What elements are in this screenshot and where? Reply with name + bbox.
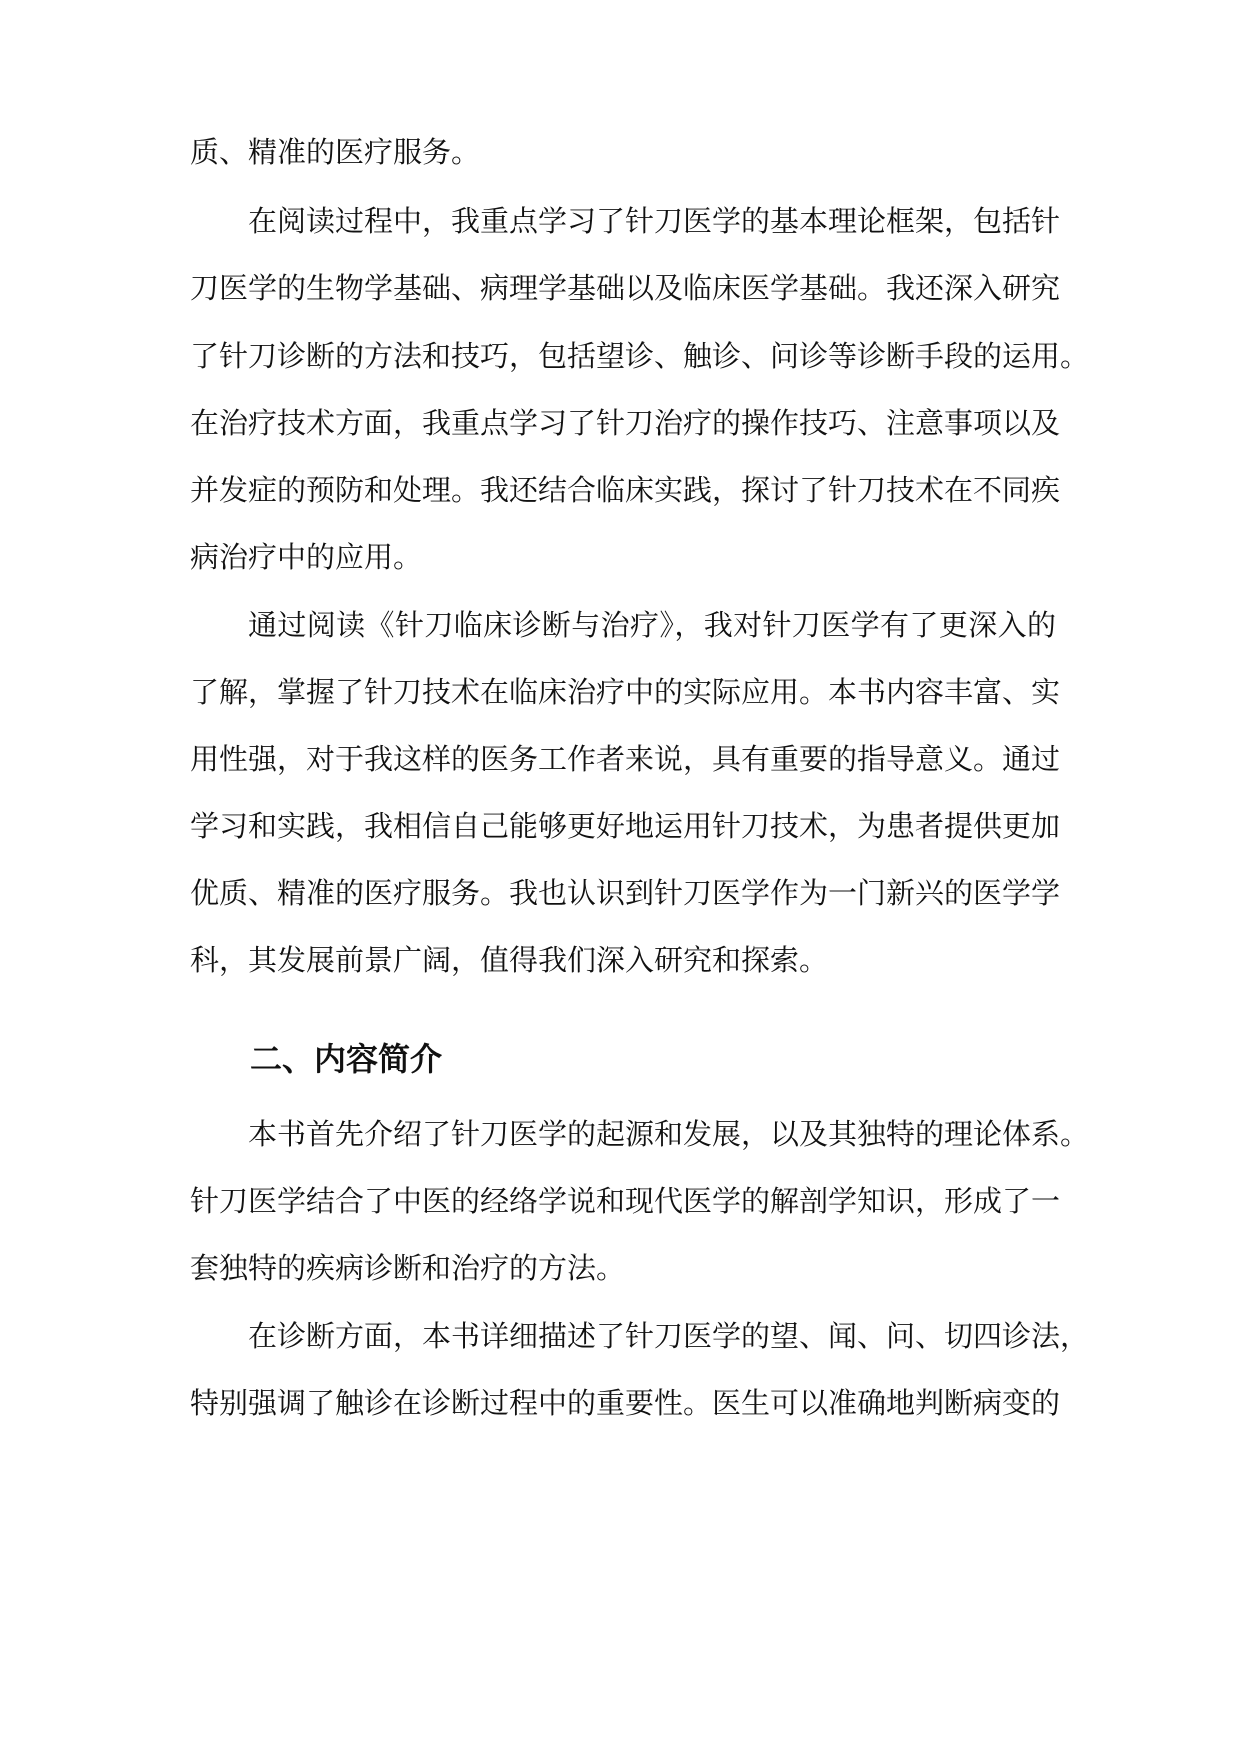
paragraph-line: 并发症的预防和处理。我还结合临床实践，探讨了针刀技术在不同疾	[190, 473, 1061, 507]
paragraph-line: 通过阅读《针刀临床诊断与治疗》，我对针刀医学有了更深入的	[248, 608, 1056, 642]
paragraph-line: 本书首先介绍了针刀医学的起源和发展，以及其独特的理论体系。	[248, 1117, 1090, 1151]
paragraph-line: 优质、精准的医疗服务。我也认识到针刀医学作为一门新兴的医学学	[190, 876, 1061, 910]
paragraph-line: 科，其发展前景广阔，值得我们深入研究和探索。	[190, 943, 829, 977]
paragraph-line: 病治疗中的应用。	[190, 540, 423, 574]
paragraph-line: 刀医学的生物学基础、病理学基础以及临床医学基础。我还深入研究	[190, 271, 1061, 305]
paragraph-line: 套独特的疾病诊断和治疗的方法。	[190, 1251, 626, 1285]
paragraph-line: 在阅读过程中，我重点学习了针刀医学的基本理论框架，包括针	[248, 204, 1061, 238]
paragraph-line: 特别强调了触诊在诊断过程中的重要性。医生可以准确地判断病变的	[190, 1386, 1061, 1420]
paragraph-line: 学习和实践，我相信自己能够更好地运用针刀技术，为患者提供更加	[190, 809, 1061, 843]
paragraph-line: 用性强，对于我这样的医务工作者来说，具有重要的指导意义。通过	[190, 742, 1061, 776]
paragraph-line: 针刀医学结合了中医的经络学说和现代医学的解剖学知识，形成了一	[190, 1184, 1061, 1218]
paragraph-line: 在诊断方面，本书详细描述了针刀医学的望、闻、问、切四诊法，	[248, 1319, 1090, 1353]
paragraph-line: 了针刀诊断的方法和技巧，包括望诊、触诊、问诊等诊断手段的运用。	[190, 339, 1090, 373]
section-heading: 二、内容简介	[250, 1040, 443, 1078]
paragraph-line: 质、精准的医疗服务。	[190, 135, 481, 169]
paragraph-line: 在治疗技术方面，我重点学习了针刀治疗的操作技巧、注意事项以及	[190, 406, 1061, 440]
paragraph-line: 了解，掌握了针刀技术在临床治疗中的实际应用。本书内容丰富、实	[190, 675, 1061, 709]
